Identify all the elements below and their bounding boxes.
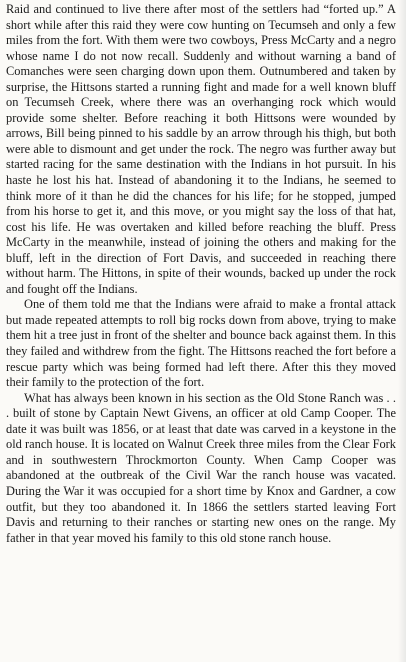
page-edge-shadow <box>398 0 406 662</box>
paragraph-3: What has always been known in his section as the Old Stone Ranch was . . . built of stone by Captain Newt Givens, an officer at old Camp Cooper. The date it was built was 1856, or at least that date was carved in a keystone in the old ranch house. It is located on Walnut Creek three miles from the Clear Fork and in southwestern Throckmorton County. When Camp Cooper was abandoned at the outbreak of the Civil War the ranch house was vacated. During the War it was occupied for a short time by Knox and Gardner, a cow outfit, but they too abandoned it. In 1866 the settlers started leaving Fort Davis and returning to their ranches or starting new ones on the range. My father in that year moved his family to this old stone ranch house. <box>6 390 396 545</box>
paragraph-2: One of them told me that the Indians were afraid to make a frontal attack but made repeated attempts to roll big rocks down from above, trying to make them hit a tree just in front of the shelter and bounce back against them. In this they failed and withdrew from the fight. The Hittsons reached the fort before a rescue party which was being formed had left there. After this they moved their family to the protection of the fort. <box>6 297 396 390</box>
page-text <box>6 2 396 546</box>
paragraph-1: Raid and continued to live there after most of the settlers had “forted up.” A short while after this raid they were cow hunting on Tecumseh and only a few miles from the fort. With them were two cowboys, Press McCarty and a negro whose name I do not now recall. Suddenly and without warning a band of Comanches were seen charging down upon them. Outnumbered and taken by surprise, the Hittsons started a running fight and made for a well known bluff on Tecumseh Creek, where there was an overhanging rock which would provide some shelter. Before reaching it both Hittsons were wounded by arrows, Bill being pinned to his saddle by an arrow through his thigh, but both were able to dismount and get under the rock. The negro was further away but started racing for the same destination with the Indians in hot pursuit. In his haste he lost his hat. Instead of abandoning it to the Indians, he seemed to think more of it than he did the chances for his life; for he stopped, jumped from his horse to get it, and this move, or you might say the loss of that hat, cost his life. He was overtaken and killed before reaching the bluff. Press McCarty in the meanwhile, instead of joining the others and making for the bluff, left in the direction of Fort Davis, and succeeded in reaching there without harm. The Hittons, in spite of their wounds, backed up under the rock and fought off the Indians. <box>6 2 396 296</box>
